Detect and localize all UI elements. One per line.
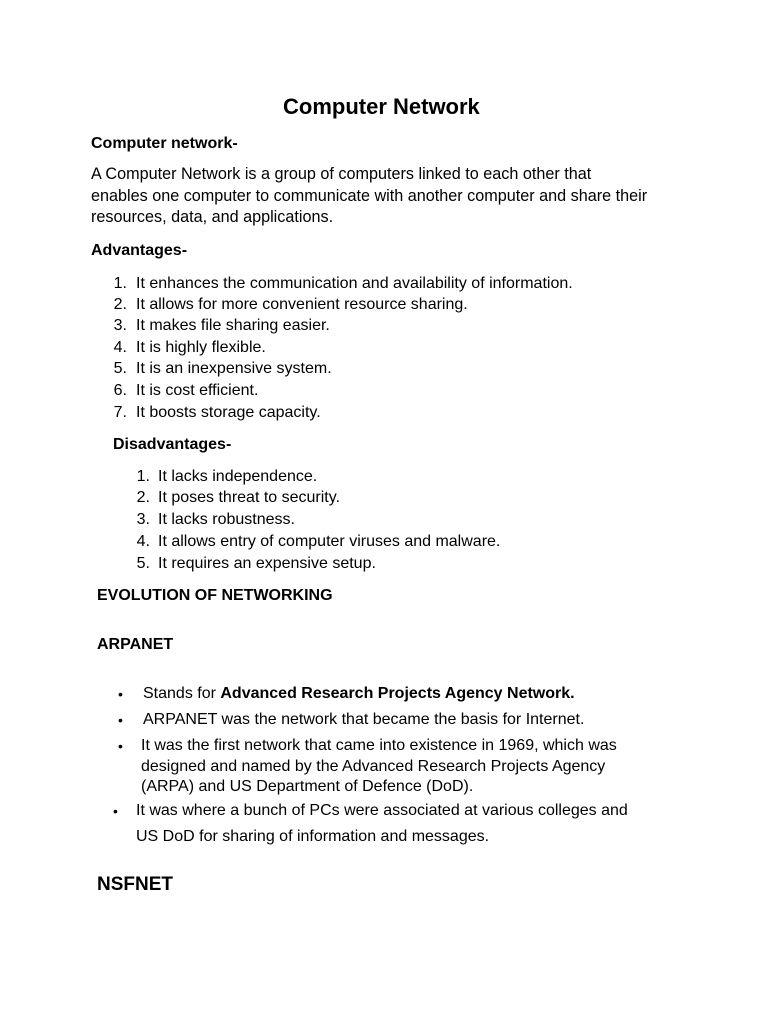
list-number: 1. bbox=[113, 275, 127, 292]
list-number: 6. bbox=[113, 382, 127, 399]
list-number: 4. bbox=[136, 533, 150, 550]
bullet-text: US DoD for sharing of information and messages. bbox=[136, 828, 490, 845]
advantages-heading: Advantages- bbox=[91, 242, 188, 259]
bullet-icon: • bbox=[113, 803, 118, 819]
bullet-icon: • bbox=[118, 712, 123, 728]
bullet-icon: • bbox=[118, 686, 123, 702]
list-text: It allows entry of computer viruses and malware. bbox=[158, 533, 501, 550]
intro-line: enables one computer to communicate with another computer and share their bbox=[91, 186, 648, 205]
intro-line: resources, data, and applications. bbox=[91, 208, 334, 227]
list-text: It poses threat to security. bbox=[158, 489, 341, 506]
evolution-heading: EVOLUTION OF NETWORKING bbox=[97, 587, 333, 604]
list-text: It makes file sharing easier. bbox=[136, 317, 330, 334]
page-title: Computer Network bbox=[283, 94, 480, 119]
list-text: It requires an expensive setup. bbox=[158, 555, 376, 572]
list-number: 2. bbox=[113, 296, 127, 313]
bullet-text: (ARPA) and US Department of Defence (DoD). bbox=[141, 778, 474, 795]
bullet-text: designed and named by the Advanced Research Projects Agency bbox=[141, 758, 606, 775]
list-text: It allows for more convenient resource sharing. bbox=[136, 296, 468, 313]
bullet-text: It was where a bunch of PCs were associated at various colleges and bbox=[136, 802, 628, 819]
arpanet-heading: ARPANET bbox=[97, 636, 174, 653]
list-number: 3. bbox=[113, 317, 127, 334]
intro-line: A Computer Network is a group of computers linked to each other that bbox=[91, 165, 592, 183]
list-text: It is cost efficient. bbox=[136, 382, 259, 399]
bullet-text: ARPANET was the network that became the basis for Internet. bbox=[143, 711, 585, 728]
bullet-bold-text: Advanced Research Projects Agency Network. bbox=[220, 685, 575, 702]
list-number: 5. bbox=[136, 555, 150, 572]
list-number: 3. bbox=[136, 511, 150, 528]
list-text: It is an inexpensive system. bbox=[136, 360, 332, 377]
list-text: It lacks independence. bbox=[158, 468, 318, 485]
list-text: It is highly flexible. bbox=[136, 339, 266, 356]
intro-heading: Computer network- bbox=[91, 135, 238, 152]
list-text: It enhances the communication and availability of information. bbox=[136, 275, 573, 292]
intro-paragraph bbox=[91, 164, 647, 229]
bullet-icon: • bbox=[118, 738, 123, 754]
list-number: 4. bbox=[113, 339, 127, 356]
list-number: 1. bbox=[136, 468, 150, 485]
bullet-text: It was the first network that came into existence in 1969, which was bbox=[141, 737, 617, 754]
bullet-prefix: Stands for bbox=[143, 685, 221, 702]
list-number: 7. bbox=[113, 404, 127, 421]
list-number: 2. bbox=[136, 489, 150, 506]
bullet-text bbox=[143, 683, 575, 704]
list-text: It lacks robustness. bbox=[158, 511, 295, 528]
list-text: It boosts storage capacity. bbox=[136, 404, 321, 421]
list-number: 5. bbox=[113, 360, 127, 377]
disadvantages-heading: Disadvantages- bbox=[113, 436, 232, 453]
nsfnet-heading: NSFNET bbox=[97, 874, 173, 895]
